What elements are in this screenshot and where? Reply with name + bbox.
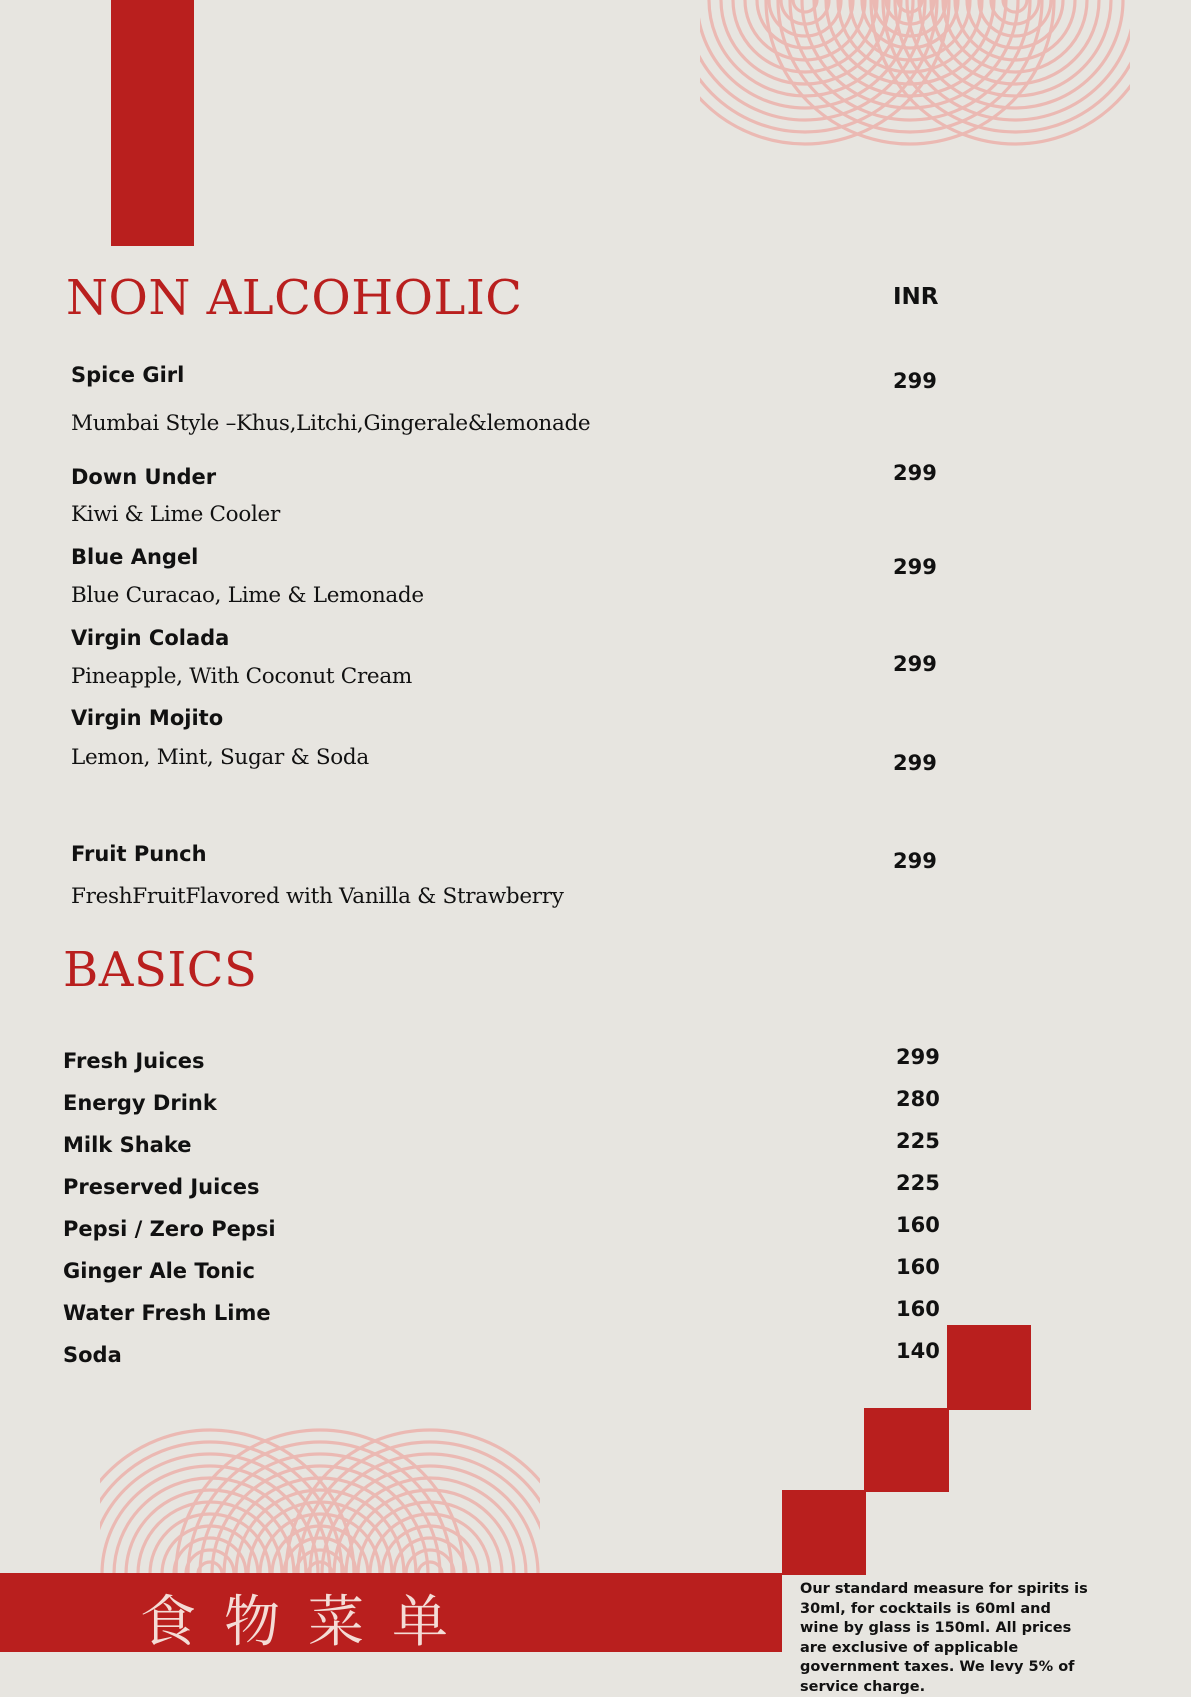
basic-item-name: Ginger Ale Tonic [63, 1259, 255, 1283]
menu-item-description: Pineapple, With Coconut Cream [71, 664, 412, 689]
basic-item-name: Soda [63, 1343, 122, 1367]
basic-item-price: 225 [896, 1171, 940, 1195]
basic-item-name: Energy Drink [63, 1091, 217, 1115]
currency-label: INR [893, 284, 939, 310]
stair-square [947, 1325, 1031, 1410]
basic-item-price: 160 [896, 1213, 940, 1237]
menu-item-description: FreshFruitFlavored with Vanilla & Strawberry [71, 884, 564, 909]
basic-item-price: 280 [896, 1087, 940, 1111]
basic-item-price: 299 [896, 1045, 940, 1069]
basic-item-name: Water Fresh Lime [63, 1301, 271, 1325]
menu-item-name: Down Under [71, 465, 217, 489]
menu-item-price: 299 [893, 461, 937, 485]
menu-item-name: Virgin Colada [71, 626, 230, 650]
menu-item-name: Fruit Punch [71, 842, 207, 866]
basic-item-price: 160 [896, 1297, 940, 1321]
menu-item-description: Mumbai Style –Khus,Litchi,Gingerale&lemonade [71, 411, 591, 436]
chinese-menu-title: 食物菜单 [140, 1590, 476, 1655]
basic-item-price: 225 [896, 1129, 940, 1153]
basic-item-name: Pepsi / Zero Pepsi [63, 1217, 276, 1241]
menu-item-price: 299 [893, 849, 937, 873]
menu-item-name: Spice Girl [71, 363, 185, 387]
menu-item-name: Blue Angel [71, 545, 199, 569]
menu-item-description: Lemon, Mint, Sugar & Soda [71, 745, 369, 770]
menu-item-price: 299 [893, 652, 937, 676]
menu-item-description: Blue Curacao, Lime & Lemonade [71, 583, 424, 608]
basic-item-name: Preserved Juices [63, 1175, 260, 1199]
footer-note: Our standard measure for spirits is 30ml, for cocktails is 60ml and wine by glass is 150ml. All prices are exclusive of applicable government taxes. We levy 5% of service charge. [800, 1581, 1088, 1695]
top-red-bar [111, 0, 194, 246]
wave-pattern-top-icon [700, 0, 1130, 150]
menu-item-price: 299 [893, 369, 937, 393]
basic-item-name: Milk Shake [63, 1133, 192, 1157]
basic-item-price: 140 [896, 1339, 940, 1363]
menu-item-price: 299 [893, 555, 937, 579]
menu-item-price: 299 [893, 751, 937, 775]
wave-pattern-bottom-icon [100, 1410, 540, 1574]
menu-item-description: Kiwi & Lime Cooler [71, 502, 280, 527]
stair-square [864, 1408, 949, 1492]
menu-item-name: Virgin Mojito [71, 706, 224, 730]
basic-item-name: Fresh Juices [63, 1049, 205, 1073]
section-title-basics: BASICS [63, 942, 258, 998]
stair-square [782, 1490, 866, 1575]
basic-item-price: 160 [896, 1255, 940, 1279]
section-title-non-alcoholic: NON ALCOHOLIC [66, 270, 523, 326]
